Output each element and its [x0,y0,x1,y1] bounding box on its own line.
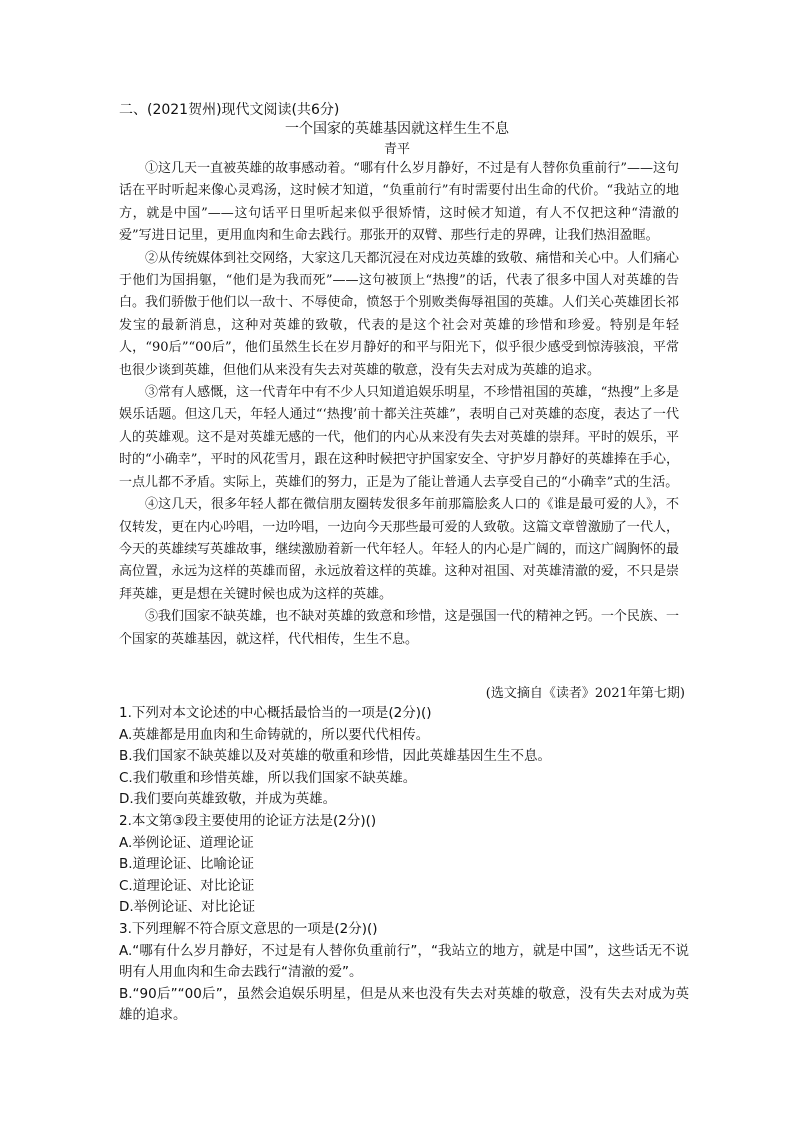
question-2-option-c: C.道理论证、对比论证 [119,877,255,894]
paragraph-3: ③常有人感慨，这一代青年中有不少人只知道追娱乐明星，不珍惜祖国的英雄，“热搜”上多是娱乐话题。但这几天，年轻人通过“‘热搜’前十都关注英雄”，表明自己对英雄的态度，表达了一代人的英雄观。这不是对英雄无感的一代，他们的内心从来没有失去对英雄的崇拜。平时的娱乐，平时的“小确幸”，平时的风花雪月，跟在这种时候把守护国家安全、守护岁月静好的英雄捧在手心，一点儿都不矛盾。实际上，英雄们的努力，正是为了能让普通人去享受自己的“小确幸”式的生活。 [119,385,679,490]
question-2-option-d: D.举例论证、对比论证 [119,899,256,916]
article-source: (选文摘自《读者》2021年第七期) [485,686,685,701]
paragraph-5: ⑤我们国家不缺英雄，也不缺对英雄的致意和珍惜，这是强国一代的精神之钙。一个民族、一个国家的英雄基因，就这样，代代相传，生生不息。 [119,609,679,647]
article-author: 青平 [383,142,410,157]
question-1-option-c: C.我们敬重和珍惜英雄，所以我们国家不缺英雄。 [119,769,417,786]
article-title: 一个国家的英雄基因就这样生生不息 [285,121,509,137]
question-3-option-a: A.“哪有什么岁月静好，不过是有人替你负重前行”，“我站立的地方，就是中国”，这些话无不说明有人用血肉和生命去践行“清澈的爱”。 [119,942,689,981]
question-2-stem: 2.本文第③段主要使用的论证方法是(2分)() [119,812,377,829]
section-heading: 二、(2021贺州)现代文阅读(共6分) [119,102,340,118]
question-1-stem: 1.下列对本文论述的中心概括最恰当的一项是(2分)() [119,705,432,721]
question-2-option-b: B.道理论证、比喻论证 [119,856,255,873]
paragraph-1: ①这几天一直被英雄的故事感动着。“哪有什么岁月静好，不过是有人替你负重前行”——这句话在平时听起来像心灵鸡汤，这时候才知道，“负重前行”有时需要付出生命的代价。“我站立的地方，就是中国”——这句话平日里听起来似乎很矫情，这时候才知道，有人不仅把这种“清澈的爱”写进日记里，更用血肉和生命去践行。那张开的双臂、那些行走的界碑，让我们热泪盈眶。 [119,161,679,244]
questions-block [119,703,689,1027]
question-3-option-b: B.“90后”“00后”，虽然会追娱乐明星，但是从来也没有失去对英雄的敬意，没有失去对成为英雄的追求。 [119,985,689,1024]
question-3-stem: 3.下列理解不符合原文意思的一项是(2分)() [119,920,378,937]
question-1-option-b: B.我们国家不缺英雄以及对英雄的敬重和珍惜，因此英雄基因生生不息。 [119,748,552,765]
question-1-option-d: D.我们要向英雄致敬，并成为英雄。 [119,791,337,808]
article-body [119,158,679,651]
question-1-option-a: A.英雄都是用血肉和生命铸就的，所以要代代相传。 [119,726,430,743]
question-2-option-a: A.举例论证、道理论证 [119,834,254,851]
paragraph-4: ④这几天，很多年轻人都在微信朋友圈转发很多年前那篇脍炙人口的《谁是最可爱的人》，不仅转发，更在内心吟唱，一边吟唱，一边向今天那些最可爱的人致敬。这篇文章曾激励了一代人，今天的英雄续写英雄故事，继续激励着新一代年轻人。年轻人的内心是广阔的，而这广阔胸怀的最高位置，永远为这样的英雄而留，永远放着这样的英雄。这种对祖国、对英雄清澈的爱，不只是崇拜英雄，更是想在关键时候也成为这样的英雄。 [119,497,679,602]
paragraph-2: ②从传统媒体到社交网络，大家这几天都沉浸在对戍边英雄的致敬、痛惜和关心中。人们痛心于他们为国捐躯，“他们是为我而死”——这句被顶上“热搜”的话，代表了很多中国人对英雄的告白。我们骄傲于他们以一敌十、不辱使命，愤怒于个别败类侮辱祖国的英雄。人们关心英雄团长祁发宝的最新消息，这种对英雄的致敬，代表的是这个社会对英雄的珍惜和珍爱。特别是年轻人，“90后”“00后”，他们虽然生长在岁月静好的和平与阳光下，似乎很少感受到惊涛骇浪，平常也很少谈到英雄，但他们从来没有失去对英雄的敬意，没有失去对成为英雄的追求。 [119,250,679,378]
